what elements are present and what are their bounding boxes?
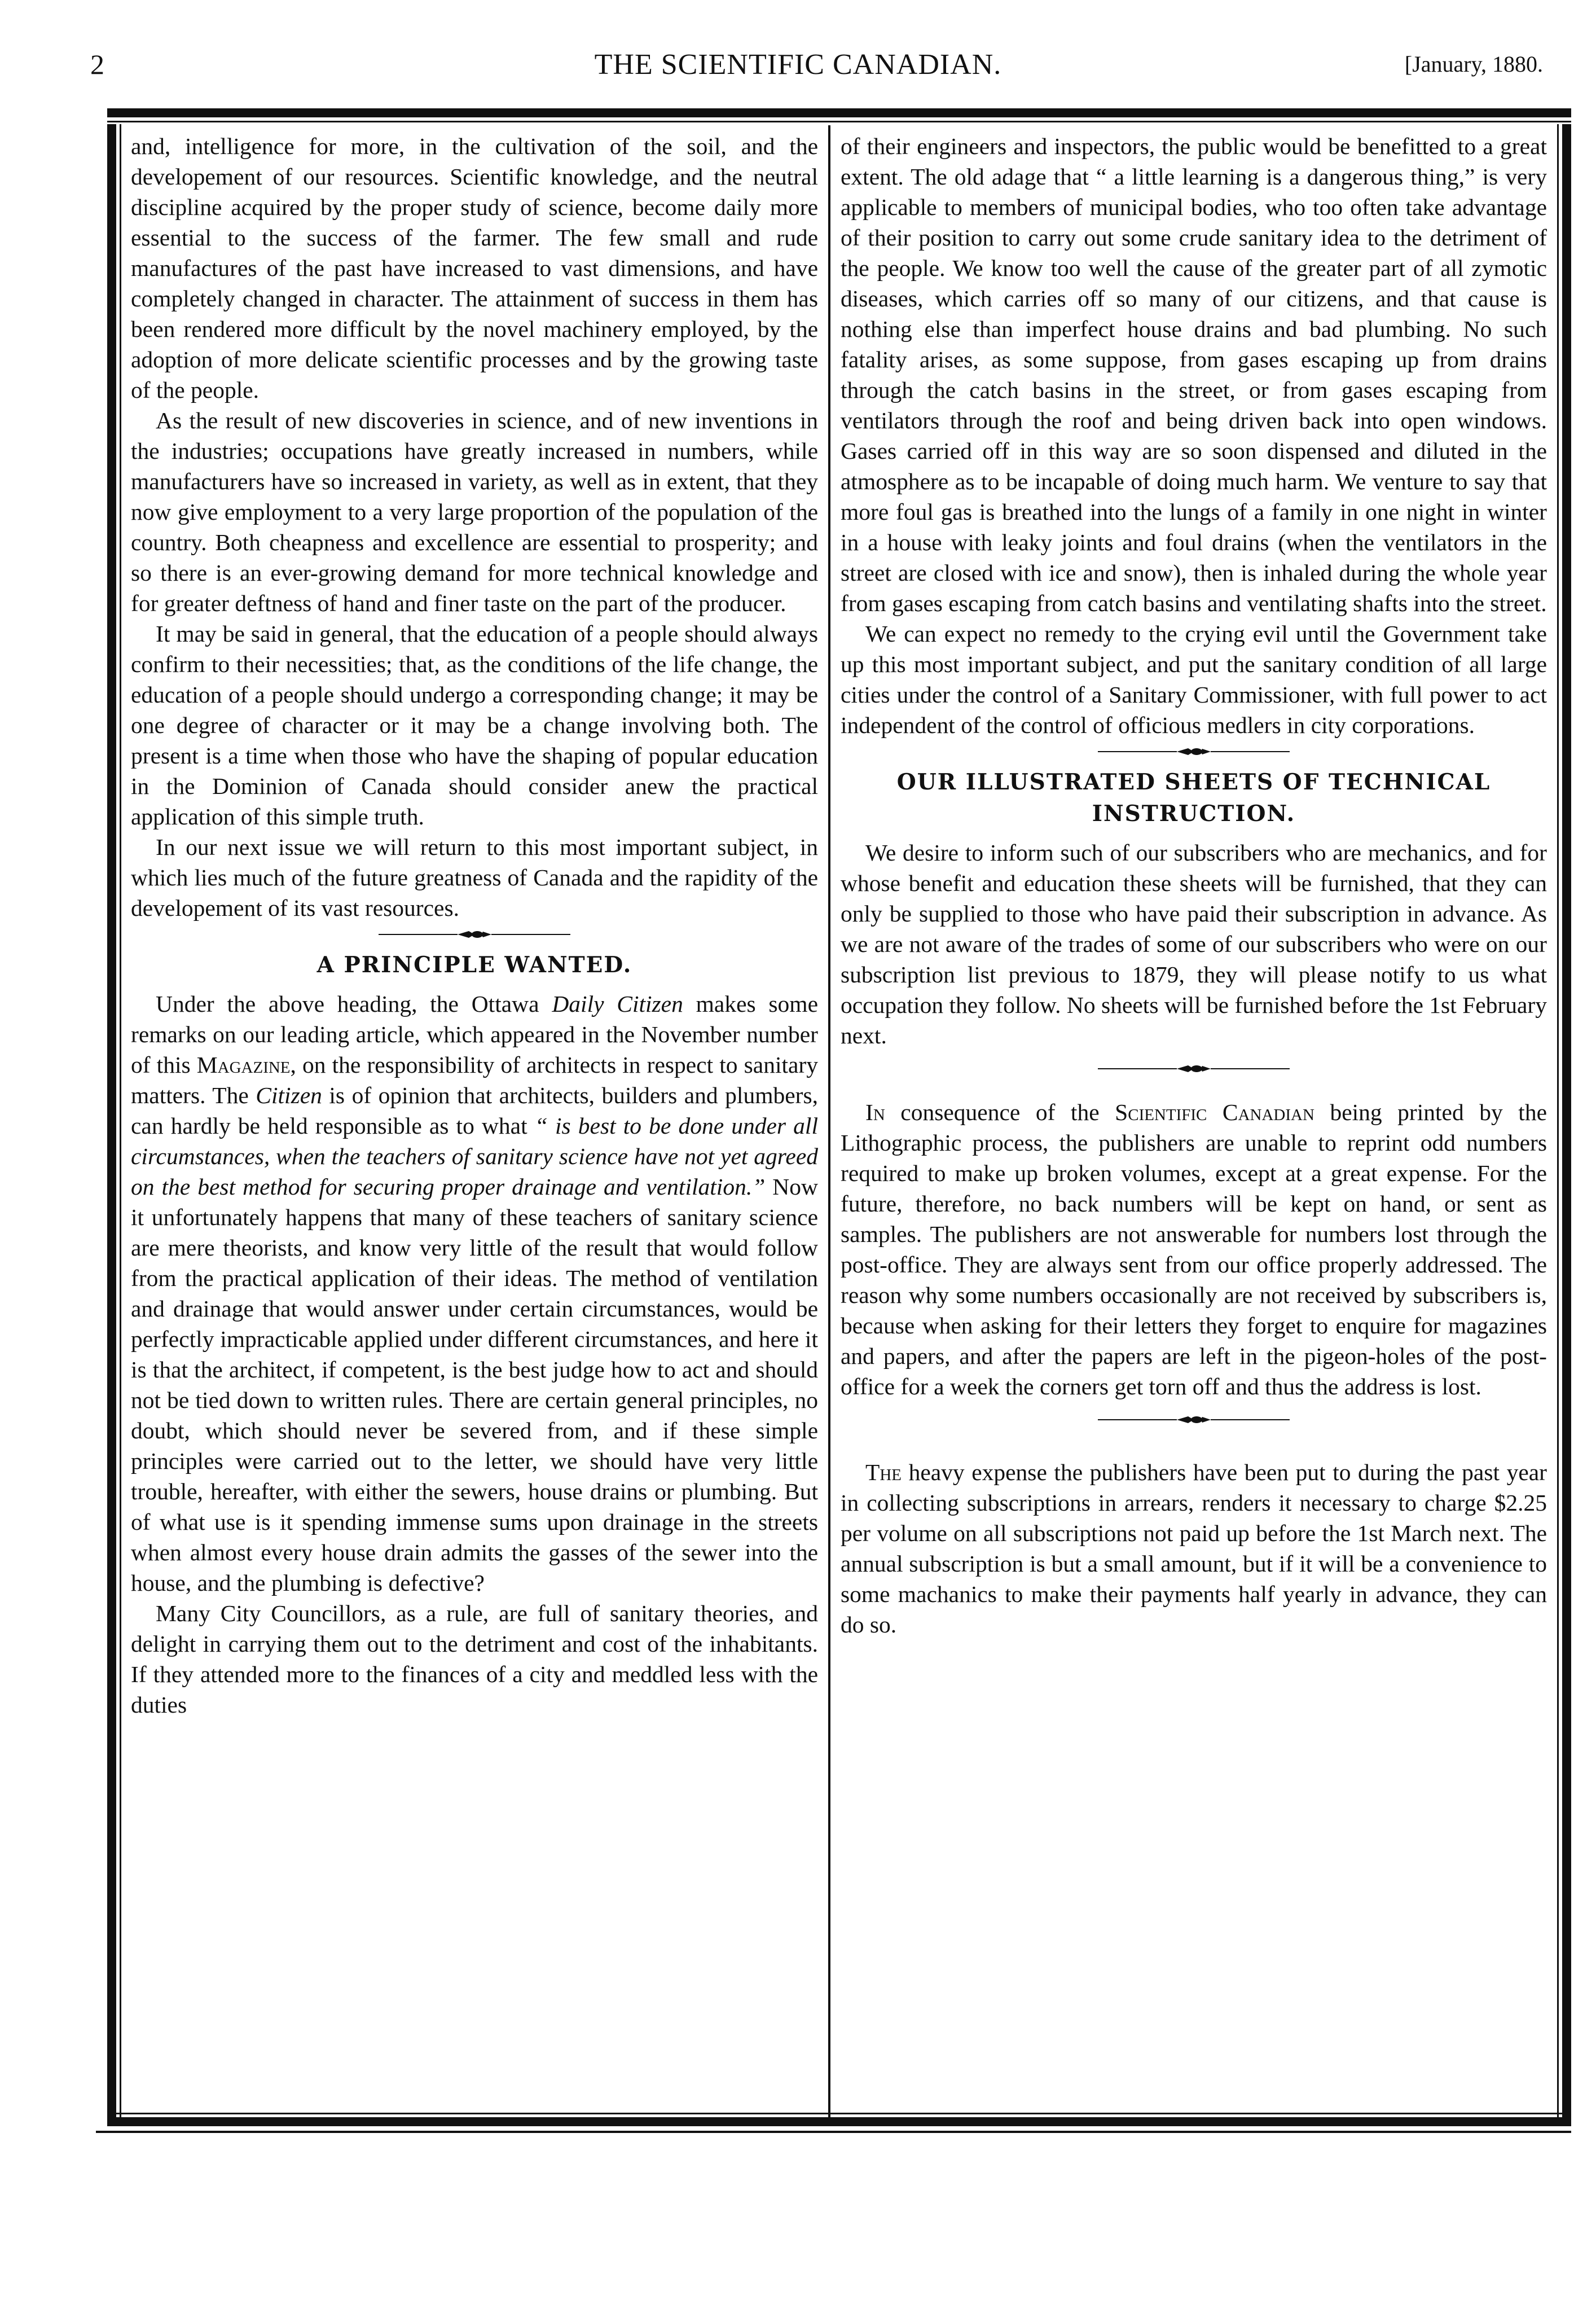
left-frame-inner-rule — [120, 124, 121, 2122]
column-divider — [828, 125, 830, 2117]
page-header — [0, 48, 1596, 87]
bottom-underline — [96, 2131, 1571, 2133]
newspaper-name: Daily Citizen — [552, 991, 683, 1017]
page-number: 2 — [90, 49, 104, 80]
text-run: Under the above heading, the Ottawa — [156, 991, 552, 1017]
quotation: “ is best to be done under all circumstances, when the teachers of sanitary science have not yet agreed on the best method for securing proper drainage and ventilation.” — [131, 1113, 818, 1200]
publication-name: Scientific Canadian — [1115, 1099, 1314, 1125]
magazine-name: Magazine — [196, 1052, 291, 1078]
text-run: is of opinion that architects, builders and plumbers, can hardly be held responsible as to what — [131, 1082, 818, 1139]
paragraph: As the result of new discoveries in science, and of new inventions in the industries; occupations have greatly increased in numbers, while manufacturers have so increased in variety, as well as in extent, that they now give employment to a very large proportion of the population of the country. Both cheapness and excellence are essential to prosperity; and so there is an ever-growing demand for more technical knowledge and for greater deftness of hand and finer taste on the part of the producer. — [131, 407, 818, 616]
paragraph: of their engineers and inspectors, the public would be benefitted to a great extent. The old adage that “ a little learning is a dangerous thing,” is very applicable to members of municipal bodies, who too often take advantage of their position to carry out some crude sanitary idea to the detriment of the people. We know too well the cause of the greater part of all zymotic diseases, which carries off so many of our citizens, and that cause is nothing else than imperfect house drains and bad plumbing. No such fatality arises, as some suppose, from gases escaping up from drains through the catch basins in the street, or from gases escaping from ventilators through the roof and being driven back into open windows. Gases carried off in this way are so soon dispensed and diluted in the atmosphere as to be incapable of doing much harm. We venture to say that more foul gas is breathed into the lungs of a family in one night in winter in a house with leaky joints and foul drains (when the ventilators in the street are closed with ice and snow), then is inhaled during the whole year from gases escaping from catch basins and ventilating shafts into the street. — [841, 133, 1547, 616]
paragraph: It may be said in general, that the education of a people should always confirm to their necessities; that, as the conditions of the life change, the education of a people should undergo a corresponding change; it may be one degree of character or it may be a change involving both. The present is a time when those who have the shaping of popular education in the Dominion of Canada should consider anew the practical application of this simple truth. — [131, 621, 818, 829]
ornament-divider-icon — [1098, 746, 1290, 757]
ornament-divider-icon — [1098, 1063, 1290, 1074]
right-frame-rule — [1562, 124, 1571, 2122]
right-column — [841, 131, 1547, 1640]
lead-word: The — [865, 1459, 902, 1485]
section-heading: OUR ILLUSTRATED SHEETS OF TECHNICAL INSTRUCTION. — [896, 769, 1491, 827]
section-heading: A PRINCIPLE WANTED. — [316, 952, 632, 978]
paragraph — [131, 989, 818, 1598]
paragraph: In our next issue we will return to this most important subject, in which lies much of the future greatness of Canada and the rapidity of the developement of its vast resources. — [131, 834, 818, 921]
top-rule — [107, 108, 1571, 117]
right-frame-inner-rule — [1557, 124, 1559, 2122]
issue-date: [January, 1880. — [1404, 51, 1543, 77]
text-run: heavy expense the publishers have been put to during the past year in collecting subscriptions in arrears, renders it necessary to charge $2.25 per volume on all subscriptions not paid up before the 1st March next. The annual subscription is but a small amount, but if it will be a convenience to some machanics to make their payments half yearly in advance, they can do so. — [841, 1459, 1547, 1638]
text-run: makes some remarks on our leading article, which appeared in the November number of this — [131, 991, 818, 1078]
top-rule-inner — [107, 121, 1571, 122]
text-run: consequence of the — [885, 1099, 1115, 1125]
publication-title: THE SCIENTIFIC CANADIAN. — [594, 49, 1002, 81]
paragraph: Many City Councillors, as a rule, are full of sanitary theories, and delight in carrying them out to the detriment and cost of the inhabitants. If they attended more to the finances of a city and meddled less with the duties — [131, 1600, 818, 1718]
left-column — [131, 131, 818, 1720]
bottom-rule — [107, 2117, 1571, 2126]
paragraph — [841, 1457, 1547, 1640]
bottom-rule-inner — [107, 2113, 1571, 2114]
text-run: being printed by the Lithographic process, the publishers are unable to reprint odd numbers required to make up broken volumes, except at a great expense. For the future, therefore, no back numbers will be kept on hand, or sent as samples. The publishers are not answerable for numbers lost through the post-office. They are always sent from our office properly addressed. The reason why some numbers occasionally are not received by subscribers is, because when asking for their letters they forget to enquire for magazines and papers, and after the papers are left in the pigeon-holes of the post-office for a week the corners get torn off and thus the address is lost. — [841, 1099, 1547, 1399]
newspaper-name: Citizen — [256, 1082, 322, 1108]
ornament-divider-icon — [379, 929, 570, 940]
paragraph: We can expect no remedy to the crying evil until the Government take up this most important subject, and put the sanitary condition of all large cities under the control of a Sanitary Commissioner, with full power to act independent of the control of officious medlers in city corporations. — [841, 621, 1547, 738]
left-frame-rule — [107, 124, 116, 2122]
paragraph: and, intelligence for more, in the cultivation of the soil, and the developement of our resources. Scientific knowledge, and the neutral discipline acquired by the proper study of science, become daily more essential to the success of the farmer. The few small and rude manufactures of the past have increased to vast dimensions, and have completely changed in character. The attainment of success in them has been rendered more difficult by the novel machinery employed, by the adoption of more delicate scientific processes and by the growing taste of the people. — [131, 133, 818, 403]
text-run: Now it unfortunately happens that many of these teachers of sanitary science are mere theorists, and know very little of the result that would follow from the practical application of their ideas. The method of ventilation and drainage that would answer under certain circumstances, would be perfectly impracticable applied under different circumstances, and here it is that the architect, if competent, is the best judge how to act and should not be tied down to written rules. There are certain general principles, no doubt, which should never be severed from, and if these simple principles were carried out to the letter, we should have very little trouble, hereafter, with either the sewers, house drains or plumbing. But of what use is it spending immense sums upon drainage in the streets when almost every house drain admits the gasses of the sewer into the house, and the plumbing is defective? — [131, 1174, 818, 1596]
ornament-divider-icon — [1098, 1414, 1290, 1425]
lead-word: In — [865, 1099, 885, 1125]
paragraph — [841, 1097, 1547, 1402]
text-run: , on the responsibility of architects in respect to sanitary matters. The — [131, 1052, 818, 1108]
paragraph: We desire to inform such of our subscribers who are mechanics, and for whose benefit and education these sheets will be furnished, that they can only be supplied to those who have paid their subscription in advance. As we are not aware of the trades of some of our subscribers who were on our subscription list previous to 1879, they will please notify to us what occupation they follow. No sheets will be furnished before the 1st February next. — [841, 840, 1547, 1048]
